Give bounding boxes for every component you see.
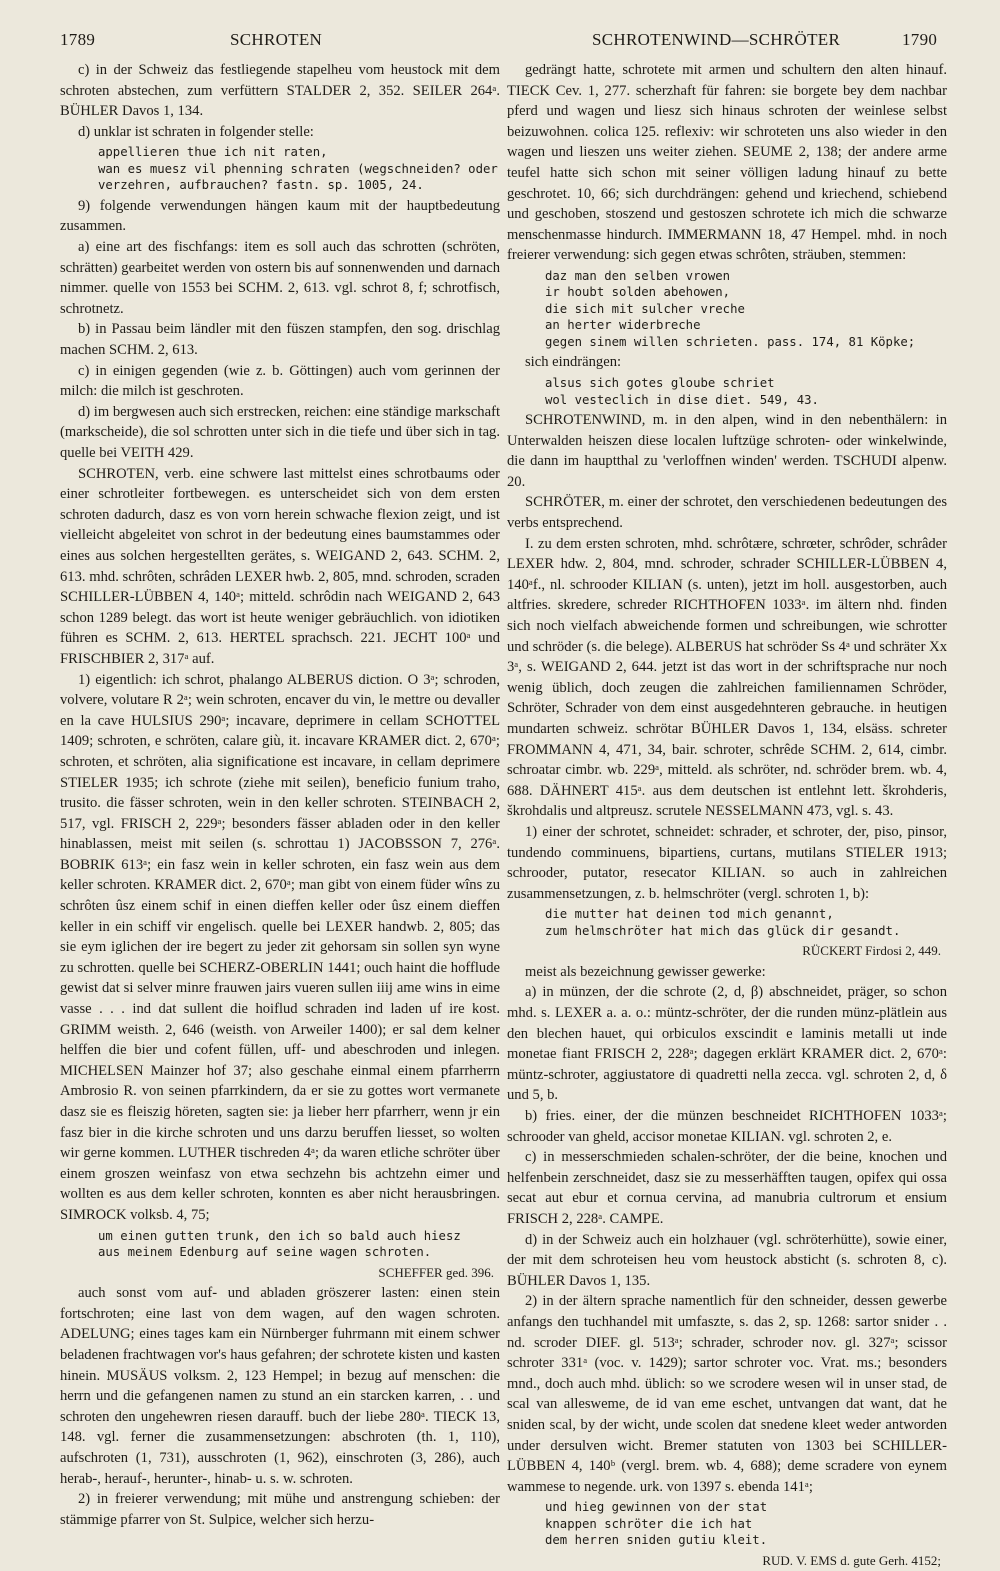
verse-quotation: die mutter hat deinen tod mich genannt, zum helmschröter hat mich das glück dir gesandt. <box>545 907 901 938</box>
entry-paragraph: c) in einigen gegenden (wie z. b. Göttingen) auch vom gerinnen der milch: die milch ist geschroten. <box>60 362 500 400</box>
verse-quotation: alsus sich gotes gloube schriet wol vesteclich in dise diet. 549, 43. <box>545 376 819 407</box>
entry-paragraph: c) in der Schweiz das festliegende stapelheu vom heustock mit dem schroten abstechen, zum verfüttern STALDER 2, 352. SEILER 264ᵃ. BÜHLER Davos 1, 134. <box>60 62 500 120</box>
right-text-column <box>507 60 947 1568</box>
entry-paragraph: b) fries. einer, der die münzen beschneidet RICHTHOFEN 1033ᵃ; schrooder van gheld, accisor monetae KILIAN. vgl. schroten 2, e. <box>507 1108 947 1145</box>
entry-paragraph: c) in messerschmieden schalen-schröter, der die beine, knochen und helfenbein zerschneidet, dasz sie zu messerhäfften taugen, opifex qui ossa secat aut ebur et cornua cervina, ad manubria cultrorum et ensium FRISCH 2, 228ᵃ. CAMPE. <box>507 1149 947 1227</box>
entry-paragraph: sich eindrängen: <box>525 354 622 371</box>
verse-quotation: appellieren thue ich nit raten, wan es muesz vil phenning schraten (wegschneiden? oder verzehren, aufbrauchen? fastn. sp. 1005, 24. <box>98 145 498 193</box>
entry-paragraph: 1) einer der schrotet, schneidet: schrader, et schroter, der, piso, pinsor, tundendo comminuens, bipartiens, curtans, mutilans STIELER 1913; schrooder, putator, resecator KILIAN. so auch in zahlreichen zusammensetzungen, z. b. helmschröter (vergl. schroten 1, b): <box>507 823 947 902</box>
entry-paragraph: meist als bezeichnung gewisser gewerke: <box>525 963 766 980</box>
entry-paragraph: a) in münzen, der die schrote (2, d, β) abschneidet, präger, so schon mhd. s. LEXER a. a. o.: müntz-schröter, der die runden münz-plätlein aus den blechen hauet, qui orbiculos exscindit e laminis metalli ut inde monetae fiant FRISCH 2, 228ᵃ; dagegen erklärt KRAMER dict. 2, 670ᵃ: müntz-schroter, aggiustatore di quadretti nella zecca. vgl. schroten 2, d, δ und 5, b. <box>507 984 947 1104</box>
right-running-title: SCHROTENWIND—SCHRÖTER <box>592 30 841 49</box>
entry-paragraph: SCHRÖTER, m. einer der schrotet, den verschiedenen bedeutungen des verbs entsprechend. <box>507 494 947 531</box>
entry-paragraph: 2) in der ältern sprache namentlich für den schneider, dessen gewerbe anfangs den tuchhandel mit umfaszte, s. das 2, sp. 1268: sartor snider . . nd. scroder DIEF. gl. 513ᵃ; schrader, schroder nov. gl. 327ᵃ; scissor schroter 331ᵃ (voc. v. 1429); sartor schroter voc. Vrat. ms.; besonders mnd., doch auch mhd. üblich: so we scrodere wesen wil in unser stad, de scal van allesweme, de id van eme eschet, untvangen dat want, dat he sniden scal, by der wicht, unde scolen dat snedene kleet weder antworden under dersulven wicht. Bremer statuten von 1303 bei SCHILLER-LÜBBEN 4, 140ᵇ (vergl. brem. wb. 4, 688); deme scradere von eynem wammese to negende. urk. von 1397 s. ebenda 141ᵃ; <box>507 1293 947 1495</box>
quotation-source: RUD. V. EMS d. gute Gerh. 4152; <box>762 1552 941 1568</box>
right-page-number: 1790 <box>902 30 938 49</box>
entry-paragraph: d) im bergwesen auch sich erstrecken, reichen: eine ständige markschaft (markscheide), die sol schrotten unter sich in die tiefe und über sich in tag. quelle bei VEITH 429. <box>60 403 500 461</box>
entry-paragraph: b) in Passau beim ländler mit den füszen stampfen, den sog. drischlag machen SCHM. 2, 613. <box>60 321 500 359</box>
entry-paragraph: 2) in freierer verwendung; mit mühe und anstrengung schieben: der stämmige pfarrer von St. Sulpice, welcher sich herzu- <box>60 1491 500 1528</box>
entry-paragraph: 1) eigentlich: ich schrot, phalango ALBERUS diction. O 3ᵃ; schroden, volvere, volutare R 2ᵃ; wein schroten, encaver du vin, le mettre ou devaller en la cave HULSIUS 290ᵃ; incavare, deprimere in cellam SCHOTTEL 1409; schroten, e schröten, calare giù, it. incavare KRAMER dict. 2, 670ᵃ; schroten, et schröten, alia significatione est incavare, in cellam deprimere STIELER 1935; ich schrote (ziehe mit seilen), beneficio funium traho, trusito. die fässer schroten, wein in den keller schroten. STEINBACH 2, 517, vgl. FRISCH 2, 229ᵃ; besonders fässer abladen oder in den keller hinablassen, meist mit seilen (s. schrottau 1) JACOBSSON 7, 276ᵃ. BOBRIK 613ᵃ; ein fasz wein in keller schroten, ein fasz wein aus dem keller schroten. KRAMER dict. 2, 670ᵃ; man gibt von einem füder wîns zu schrôten ûsz einem schif in einen dieffen keller oder ûsz einem dieffen keller in ein schiff vir engelisch. quelle bei LEXER handwb. 2, 805; das sie eym iglichen der ire begert zu jeder zit gehorsam sin sollen syn wyne zu schrotten. quelle bei SCHERZ-OBERLIN 1441; ouch haint die hofflude gewist dat si selver minre frauwen jairs vueren sullen iiij ame wins in eime vasse . . . ind dat sullent die hoiflud schraden ind laden uf ire kost. GRIMM weisth. 2, 646 (weisth. von Arweiler 1400); er sal dem kelner helffen die bier und cofent füllen, uff- und abeschroden und inlegen. MICHELSEN Mainzer hof 37; also geschahe einmal einem pfarrherrn Ambrosio R. von seinen pfarrkindern, da er sie zu gottes wort vermanete dasz sie es fleiszig höreten, sagten sie: ja lieber herr pfarrherr, wenn jr ein fasz bier in die kirche schroten und uns darzu beruffen liesset, so wolten wir gerne kommen. LUTHER tischreden 4ᵃ; da waren etliche schröter über einem groszen weinfasz von etwa sechzehn bis achtzehn eimer und wollten es aus dem keller schroten, konnten es aber nicht herausbringen. SIMROCK volksb. 4, 75; <box>60 671 500 1223</box>
quotation-source: RÜCKERT Firdosi 2, 449. <box>802 943 941 959</box>
verse-quotation: um einen gutten trunk, den ich so bald auch hiesz aus meinem Edenburg auf seine wagen schroten. <box>98 1228 461 1260</box>
verse-quotation: daz man den selben vrowen ir houbt solden abehowen, die sich mit sulcher vreche an herter widerbreche gegen sinem willen schrieten. pass. 174, 81 Köpke; <box>545 268 916 349</box>
left-page-number: 1789 <box>60 30 96 49</box>
entry-paragraph: d) unklar ist schraten in folgender stelle: <box>78 123 314 140</box>
entry-paragraph: auch sonst vom auf- und abladen gröszerer lasten: einen stein fortschroten; eine last von dem wagen, auf den wagen schroten. ADELUNG; eines tages kam ein Nürnberger fuhrmann mit einem schwer beladenen frachtwagen vor's haus gefahren; der schrotete kisten und kasten hinein. MUSÄUS volksm. 2, 123 Hempel; in bezug auf menschen: die herrn und die gefangenen namen zu stund an ein starcken karren, . . und schroten den ungehewren riesen darauff. buch der liebe 280ᵃ. TIECK 13, 148. vgl. ferner die zusammensetzungen: abschroten (th. 1, 110), aufschroten (1, 731), ausschroten (1, 962), einschroten (3, 286), auch herab-, herauf-, herunter-, hinab- u. s. w. schroten. <box>60 1285 500 1487</box>
left-text-column <box>60 60 500 1528</box>
entry-paragraph: SCHROTENWIND, m. in den alpen, wind in den nebenthälern: in Unterwalden heiszen diese localen luftzüge schroten- oder winkelwinde, die dann im hauptthal zu 'verloffnen winden' werden. TSCHUDI alpenw. 20. <box>507 412 947 490</box>
entry-paragraph: SCHROTEN, verb. eine schwere last mittelst eines schrotbaums oder einer schrotleiter fortbewegen. es unterscheidet sich von dem ersten schroten dadurch, dasz es von vorn herein schwache flexion zeigt, und ist vielleicht abgeleitet von schrot in der bedeutung eines baumstammes oder eines aus solchen hergestellten gerätes, s. WEIGAND 2, 643. SCHM. 2, 613. mhd. schrôten, schrâden LEXER hwb. 2, 805, mnd. schroden, scraden SCHILLER-LÜBBEN 4, 140ᵃ; mitteld. schrôdin nach WEIGAND 2, 643 schon 1289 belegt. das wort ist heute weniger gebräuchlich. von idiotiken führen es SCHM. 2, 613. HERTEL sprachsch. 221. JECHT 100ᵃ und FRISCHBIER 2, 317ᵃ auf. <box>60 465 500 667</box>
entry-paragraph: 9) folgende verwendungen hängen kaum mit der hauptbedeutung zusammen. <box>60 197 500 235</box>
left-running-title: SCHROTEN <box>230 30 323 49</box>
entry-paragraph: d) in der Schweiz auch ein holzhauer (vgl. schröterhütte), sowie einer, der mit dem schroteisen heu vom heustock absticht (s. schroten 8, c). BÜHLER Davos 1, 135. <box>507 1231 947 1289</box>
entry-paragraph: a) eine art des fischfangs: item es soll auch das schrotten (schröten, schrätten) gearbeitet werden von ostern bis auf sonnenwenden und darnach nimmer. quelle von 1553 bei SCHM. 2, 613. vgl. schrot 8, f; schrotfisch, schrotnetz. <box>60 239 500 317</box>
verse-quotation: und hieg gewinnen von der stat knappen schröter die ich hat dem herren sniden gutiu kleit. <box>545 1500 768 1548</box>
quotation-source: SCHEFFER ged. 396. <box>378 1264 494 1280</box>
entry-paragraph: I. zu dem ersten schroten, mhd. schrôtære, schrœter, schrôder, schrâder LEXER hdw. 2, 804, mnd. schroder, schrader SCHILLER-LÜBBEN 4, 140ᵃf., nl. schrooder KILIAN (s. unten), jetzt im holl. ausgestorben, auch altfries. skredere, schreder RICHTHOFEN 1033ᵃ. im ältern nhd. finden sich noch vielfach abweichende formen und schreibungen, wie schrotter und schröder (s. die belege). ALBERUS hat schröder Ss 4ᵃ und schräter Xx 3ᵃ, s. WEIGAND 2, 644. jetzt ist das wort in der schriftsprache nur noch wenig üblich, doch zeugen die zahlreichen familiennamen Schröder, Schröter, Schrader von dem einst ausgedehnteren gebrauche. in heutigen mundarten schweiz. schrötar BÜHLER Davos 1, 134, elsäss. schreter FROMMANN 4, 471, 34, bair. schroter, schrêde SCHM. 2, 614, cimbr. schroatar cimbr. wb. 229ᵃ, mitteld. als schröter, nd. schröder brem. wb. 4, 688. DÄHNERT 415ᵃ. aus dem deutschen ist entlehnt lett. škrohderis, škrohdalis und altpreusz. scrutele NESSELMANN 473, vgl. s. 43. <box>507 535 947 820</box>
entry-paragraph: gedrängt hatte, schrotete mit armen und schultern den alten hinauf. TIECK Cev. 1, 277. scherzhaft für fahren: sie borgete bey dem nachbar pferd und wagen und liesz sich hinaus schroten der weinlese selbst beizuwohnen. colica 125. reflexiv: wir schroteten uns also wieder in den wagen und lieszen uns weiter ziehen. SEUME 2, 138; der andere arme teufel hatte sich schon mit seiner völligen ladung hinauf zu bette geschrotet. 10, 66; sich durchdrängen: gehend und kriechend, schiebend und geschoben, stoszend und gestoszen schrotete ich mich die schwarze menschenmasse hindurch. IMMERMANN 18, 47 Hempel. mhd. in noch freierer verwendung: sich gegen etwas schrôten, sträuben, stemmen: <box>507 62 947 264</box>
